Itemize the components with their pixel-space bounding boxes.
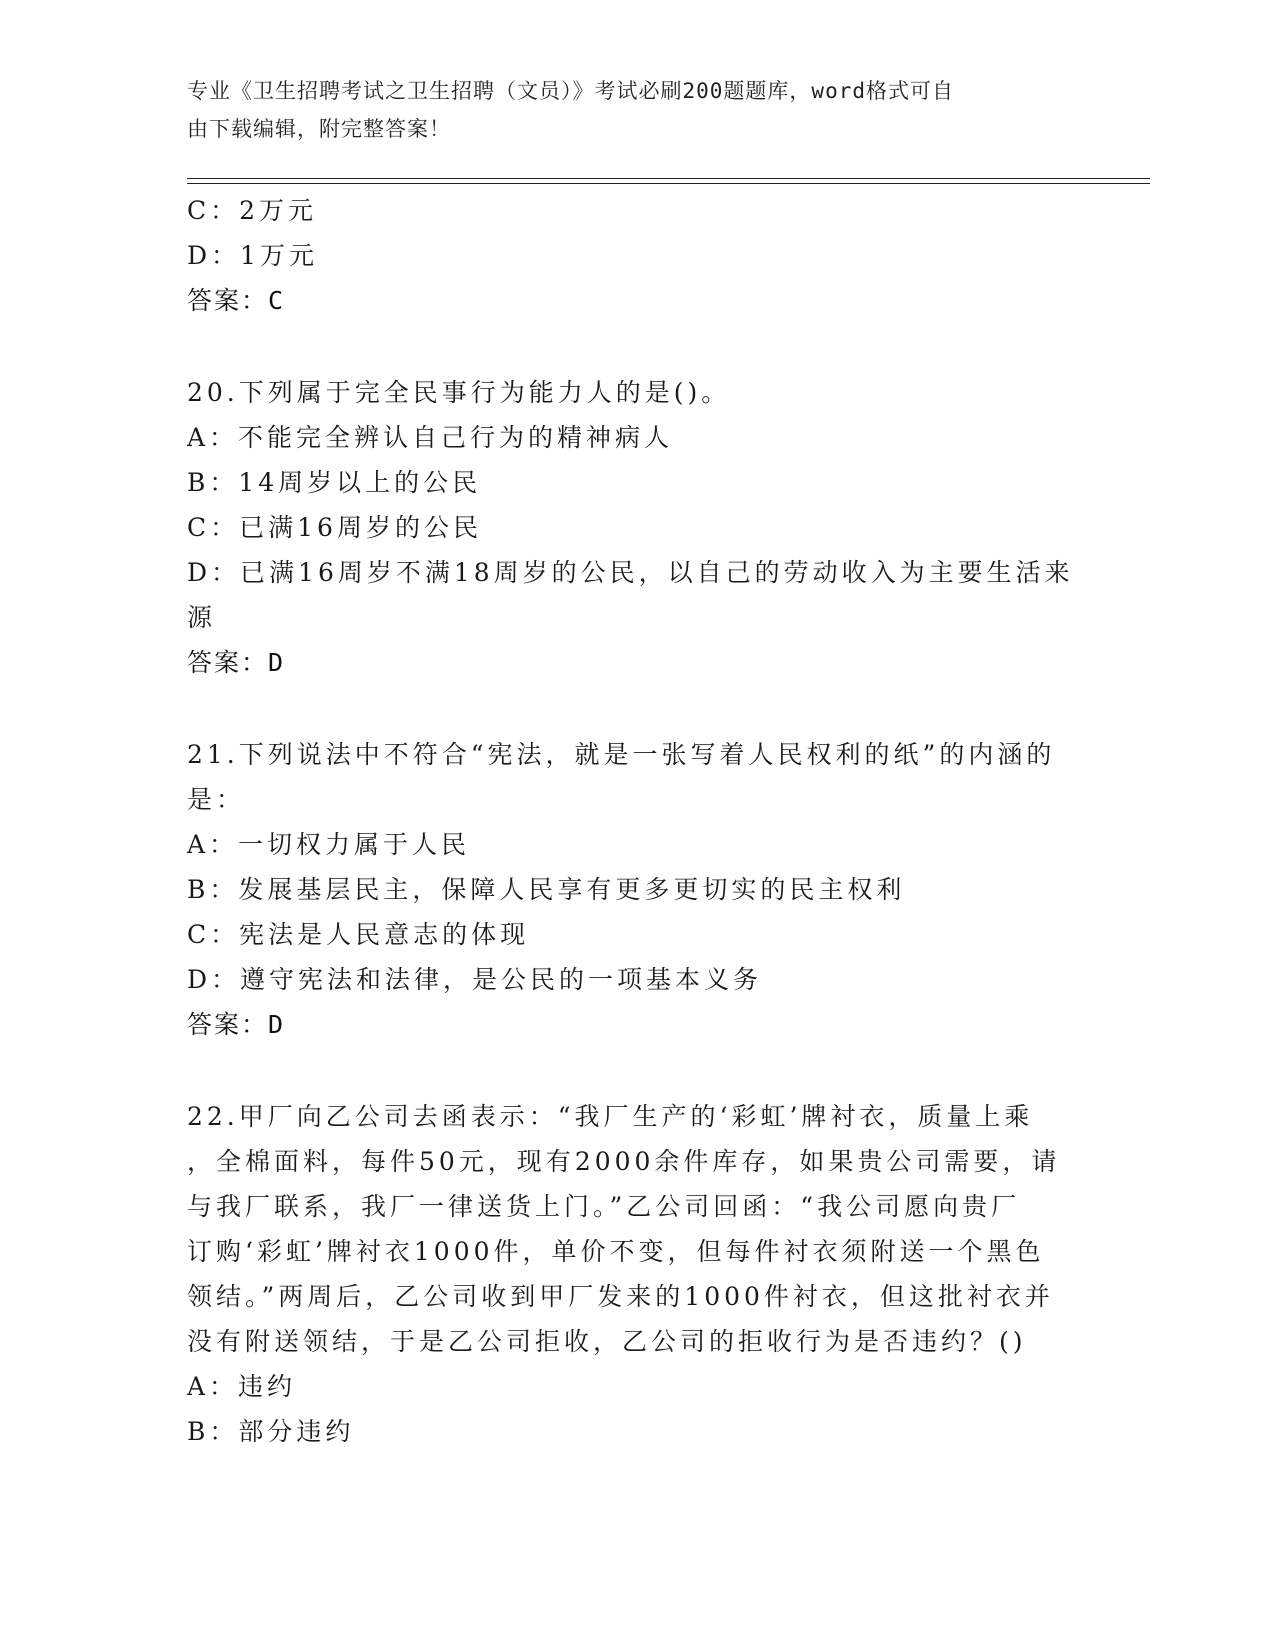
option-a: A：不能完全辨认自己行为的精神病人 (187, 423, 674, 452)
answer-line: 答案：D (187, 648, 286, 677)
question-stem-line-6: 没有附送领结，于是乙公司拒收，乙公司的拒收行为是否违约？() (187, 1327, 1027, 1356)
question-stem-line-2: ，全棉面料，每件50元，现有2000余件库存，如果贵公司需要，请 (187, 1147, 1061, 1176)
answer-line: 答案：D (187, 1010, 286, 1039)
document-header (187, 72, 1067, 148)
option-c: C：宪法是人民意志的体现 (187, 920, 530, 949)
header-line-2: 由下载编辑，附完整答案！ (187, 117, 451, 141)
option-d-line-2: 源 (187, 603, 217, 632)
answer-line: 答案：C (187, 286, 286, 315)
option-b: B：14周岁以上的公民 (187, 468, 482, 497)
question-stem-line-2: 是： (187, 785, 246, 814)
question-stem-line-1: 22.甲厂向乙公司去函表示：“我厂生产的‘彩虹’牌衬衣，质量上乘 (187, 1102, 1034, 1131)
question-stem: 20.下列属于完全民事行为能力人的是()。 (187, 378, 731, 407)
question-stem-line-1: 21.下列说法中不符合“宪法，就是一张写着人民权利的纸”的内涵的 (187, 740, 1056, 769)
option-a: A：违约 (187, 1372, 297, 1401)
option-b: B：发展基层民主，保障人民享有更多更切实的民主权利 (187, 875, 906, 904)
question-stem-line-3: 与我厂联系，我厂一律送货上门。”乙公司回函：“我公司愿向贵厂 (187, 1192, 1021, 1221)
header-divider-top (187, 178, 1150, 179)
question-stem-line-4: 订购‘彩虹’牌衬衣1000件，单价不变，但每件衬衣须附送一个黑色 (187, 1237, 1045, 1266)
question-22 (187, 1094, 1067, 1454)
option-d: D：1万元 (187, 241, 318, 270)
question-list (187, 188, 1074, 1454)
header-line-1: 专业《卫生招聘考试之卫生招聘（文员）》考试必刷200题题库，word格式可自 (187, 79, 954, 103)
option-b: B：部分违约 (187, 1417, 355, 1446)
spacer (187, 323, 1067, 370)
header-divider-bottom (187, 183, 1150, 184)
option-c: C：已满16周岁的公民 (187, 513, 482, 542)
option-c: C：2万元 (187, 196, 318, 225)
option-d: D：遵守宪法和法律，是公民的一项基本义务 (187, 965, 763, 994)
question-21 (187, 732, 1067, 1047)
question-19-continued (187, 188, 1067, 323)
option-a: A：一切权力属于人民 (187, 830, 471, 859)
spacer (187, 685, 1067, 732)
spacer (187, 1047, 1067, 1094)
question-20 (187, 370, 1074, 685)
option-d-line-1: D：已满16周岁不满18周岁的公民，以自己的劳动收入为主要生活来 (187, 558, 1074, 587)
question-stem-line-5: 领结。”两周后，乙公司收到甲厂发来的1000件衬衣，但这批衬衣并 (187, 1282, 1054, 1311)
